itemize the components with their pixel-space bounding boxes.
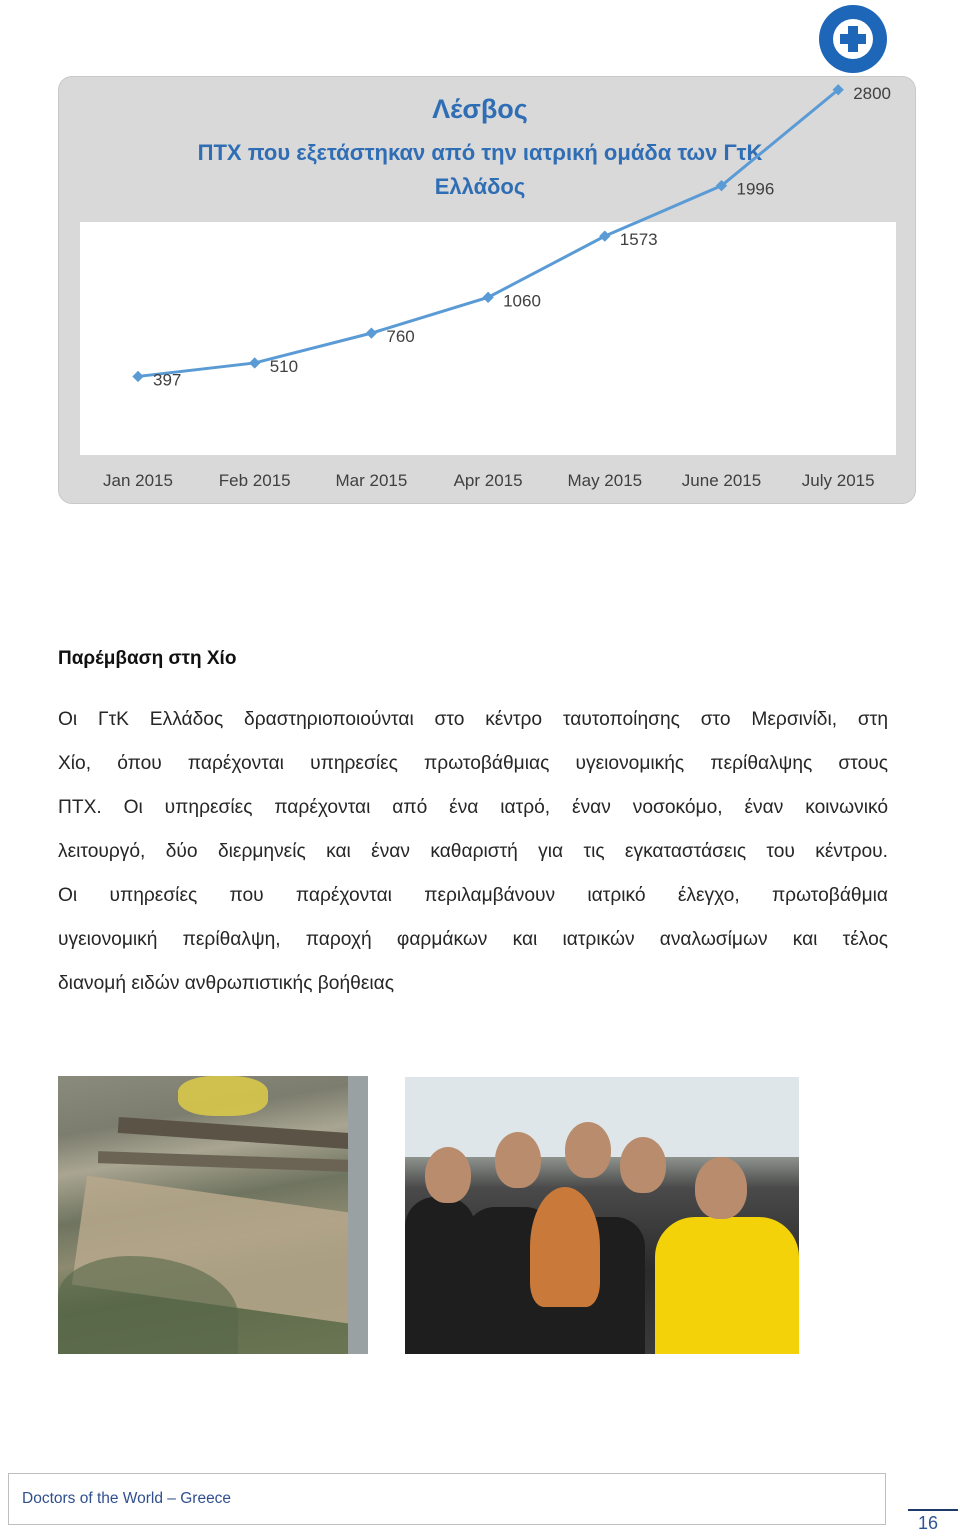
- footer-org: Doctors of the World – Greece: [22, 1490, 232, 1507]
- x-tick-label: May 2015: [567, 471, 643, 490]
- section-heading: Παρέμβαση στη Χίο: [58, 648, 237, 669]
- series-line: [138, 90, 838, 377]
- data-label: 1996: [736, 179, 775, 199]
- chart-title: Λέσβος: [432, 94, 528, 124]
- paragraph-line: λειτουργό, δύο διερμηνείς και έναν καθαριστή για τις εγκαταστάσεις του κέντρου.: [58, 841, 888, 862]
- paragraph-line: Οι ΓτΚ Ελλάδος δραστηριοποιούνται στο κέντρο ταυτοποίησης στο Μερσινίδι, στη: [58, 709, 888, 730]
- paragraph-line: διανομή ειδών ανθρωπιστικής βοήθειας: [58, 973, 394, 994]
- x-tick-label: July 2015: [801, 471, 875, 490]
- chart-subtitle-line1: ΠΤΧ που εξετάστηκαν από την ιατρική ομάδα των ΓτΚ: [197, 140, 763, 165]
- data-label: 1060: [503, 291, 541, 311]
- data-point: [366, 327, 377, 338]
- x-tick-label: Feb 2015: [218, 471, 291, 490]
- paragraph-line: υγειονομική περίθαλψη, παροχή φαρμάκων και ιατρικών αναλωσίμων και τέλος: [58, 929, 888, 950]
- data-point: [599, 230, 610, 241]
- chart-subtitle-line2: Ελλάδος: [434, 174, 526, 199]
- data-point: [482, 292, 493, 303]
- data-label: 397: [153, 370, 182, 390]
- data-label: 2800: [853, 83, 892, 103]
- data-label: 1573: [619, 230, 658, 250]
- photo-camp-ground: [58, 1076, 368, 1354]
- page-number: 16: [918, 1513, 939, 1533]
- data-point: [249, 357, 260, 368]
- x-tick-label: Apr 2015: [453, 471, 523, 490]
- line-chart: [0, 0, 960, 520]
- x-tick-label: Jan 2015: [103, 471, 173, 490]
- paragraph-line: Οι υπηρεσίες που παρέχονται περιλαμβάνουν ιατρικό έλεγχο, πρωτοβάθμια: [58, 885, 888, 906]
- x-tick-label: June 2015: [681, 471, 762, 490]
- data-label: 510: [269, 356, 299, 376]
- x-tick-label: Mar 2015: [335, 471, 408, 490]
- photo-medical-team: [405, 1077, 799, 1354]
- data-label: 760: [386, 327, 415, 347]
- section-paragraph: [58, 698, 888, 1006]
- data-point: [132, 371, 143, 382]
- page-number-rule: [908, 1509, 958, 1511]
- paragraph-line: Χίο, όπου παρέχονται υπηρεσίες πρωτοβάθμιας υγειονομικής περίθαλψης στους: [58, 753, 888, 774]
- paragraph-line: ΠΤΧ. Οι υπηρεσίες παρέχονται από ένα ιατρό, έναν νοσοκόμο, έναν κοινωνικό: [58, 797, 888, 818]
